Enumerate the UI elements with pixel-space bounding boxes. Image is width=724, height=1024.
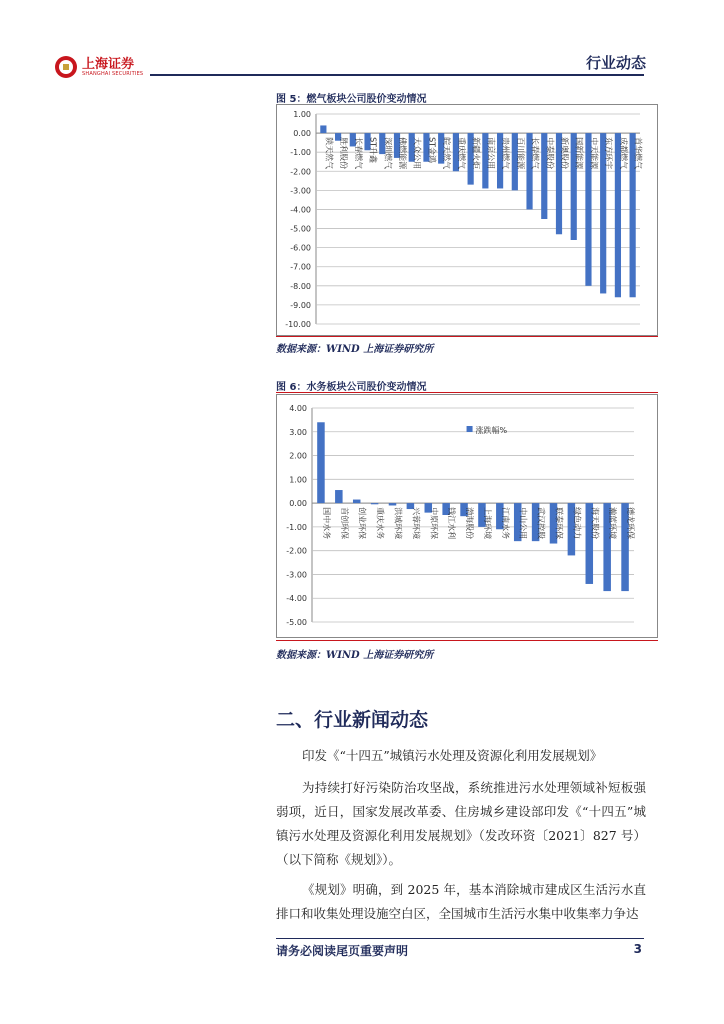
- fig5-y-tick-label: 1.00: [293, 110, 311, 119]
- fig6-x-tick-label: 创业环保: [357, 507, 367, 540]
- fig5-x-tick-label: 大众公用: [412, 137, 422, 170]
- brand-logo: [54, 55, 143, 79]
- fig5-y-tick-label: -2.00: [290, 167, 311, 177]
- fig5-x-tick-label: 中泰股份: [545, 137, 555, 170]
- fig6-x-tick-label: 瀚蓝环境: [608, 507, 618, 540]
- fig6-x-tick-label: 重庆水务: [375, 507, 385, 540]
- page-number: 3: [633, 942, 642, 956]
- fig6-bar: [335, 490, 343, 503]
- fig5-y-tick-label: 0.00: [293, 129, 311, 139]
- fig6-legend-swatch: [467, 426, 473, 432]
- fig5-x-tick-label: 南京公用: [486, 137, 496, 170]
- fig6-x-tick-label: 中山公用: [518, 507, 528, 540]
- fig6-y-tick-label: -4.00: [286, 594, 307, 604]
- figure6-title-rule: [276, 392, 658, 393]
- fig6-y-tick-label: 1.00: [289, 475, 307, 485]
- fig5-x-tick-label: 百川能源: [515, 137, 525, 170]
- fig6-x-tick-label: 钱江水利: [447, 507, 457, 540]
- section-heading: 二、行业新闻动态: [276, 709, 429, 731]
- figure6-source: 数据来源：WIND 上海证券研究所: [276, 650, 434, 661]
- fig5-y-tick-label: -4.00: [290, 205, 311, 215]
- fig5-y-tick-label: -5.00: [290, 224, 311, 234]
- fig5-x-tick-label: 东方环宇: [604, 137, 614, 170]
- fig6-bar: [371, 503, 379, 504]
- fig5-x-tick-label: 深圳燃气: [383, 137, 393, 170]
- fig5-y-tick-label: -8.00: [290, 281, 311, 291]
- news-paragraph-2: 《规划》明确，到 2025 年，基本消除城市建成区生活污水直排口和收集处理设施空白区，全国城市生活污水集中收集率力争达: [276, 882, 646, 921]
- fig5-x-tick-label: 首华燃气: [633, 137, 643, 170]
- news-paragraph-1: 为持续打好污染防治攻坚战，系统推进污水处理领域补短板强弱项，近日，国家发展改革委、住房城乡建设部印发《“十四五”城镇污水处理及资源化利用发展规划》（发改环资〔2021〕827 号）（以下简称《规划》）。: [276, 780, 646, 867]
- brand-name: 上海证券: [82, 56, 135, 72]
- fig6-y-tick-label: 3.00: [289, 427, 307, 437]
- fig6-y-tick-label: 2.00: [289, 451, 307, 461]
- fig5-x-tick-label: 国新能源: [574, 137, 584, 170]
- fig6-y-tick-label: -5.00: [286, 618, 307, 627]
- figure5-title: 图 5：燃气板块公司股价变动情况: [276, 94, 427, 105]
- brand-english-name: SHANGHAI SECURITIES: [82, 70, 144, 77]
- fig6-x-tick-label: 武汉控股: [536, 507, 546, 540]
- fig5-x-tick-label: 皖天然气: [442, 137, 452, 170]
- fig6-x-tick-label: 江南水务: [500, 507, 510, 540]
- fig6-y-tick-label: 0.00: [289, 499, 307, 509]
- fig6-y-tick-label: -1.00: [286, 522, 307, 532]
- fig5-y-tick-label: -10.00: [285, 320, 311, 329]
- figure6-title: 图 6：水务板块公司股价变动情况: [276, 382, 427, 393]
- fig5-x-tick-label: 贵州燃气: [501, 137, 511, 170]
- fig6-x-tick-label: 洪城环境: [393, 507, 403, 540]
- fig5-x-tick-label: 胜利股份: [339, 137, 349, 170]
- fig6-y-tick-label: -2.00: [286, 546, 307, 556]
- brand-emblem-icon: [54, 55, 78, 79]
- fig5-y-tick-label: -9.00: [290, 300, 311, 310]
- fig5-x-tick-label: ST升鑫: [368, 137, 378, 164]
- fig5-y-tick-label: -7.00: [290, 262, 311, 272]
- figure6-chart: [276, 394, 658, 638]
- fig6-x-tick-label: 海天股份: [590, 507, 600, 540]
- fig6-x-tick-label: 首创环保: [339, 507, 349, 540]
- fig5-x-tick-label: 成都燃气: [618, 137, 628, 170]
- section-label: 行业动态: [585, 54, 646, 72]
- fig5-y-tick-label: -6.00: [290, 243, 311, 253]
- fig6-bar: [389, 503, 397, 505]
- fig5-x-tick-label: 长春燃气: [530, 137, 540, 170]
- figure5-bottom-rule: [276, 336, 658, 337]
- figure5-source: 数据来源：WIND 上海证券研究所: [276, 344, 434, 355]
- news-title: 印发《“十四五”城镇污水处理及资源化利用发展规划》: [302, 748, 603, 763]
- fig6-y-tick-label: -3.00: [286, 570, 307, 580]
- fig5-x-tick-label: 长春燃气: [353, 137, 363, 170]
- fig5-x-tick-label: 新奥股份: [560, 137, 569, 170]
- figure5-chart: [276, 104, 658, 336]
- footer-divider: [276, 938, 644, 939]
- fig5-bar: [320, 125, 326, 133]
- fig6-x-tick-label: 上海环境: [482, 507, 492, 540]
- fig6-x-tick-label: 中原环保: [429, 507, 439, 540]
- fig5-x-tick-label: 重庆燃气: [456, 137, 466, 170]
- fig5-x-tick-label: 陕天然气: [324, 137, 334, 170]
- footer-disclaimer: 请务必阅读尾页重要声明: [276, 944, 409, 958]
- fig5-y-tick-label: -3.00: [290, 186, 311, 196]
- fig5-y-tick-label: -1.00: [290, 148, 311, 158]
- header-divider: [150, 74, 644, 76]
- fig6-bar: [353, 500, 361, 504]
- fig6-x-tick-label: 兴蓉环境: [411, 507, 421, 540]
- fig6-x-tick-label: 绿色动力: [572, 507, 582, 540]
- figure6-bottom-rule: [276, 640, 658, 641]
- fig6-bar: [317, 422, 325, 503]
- fig6-y-tick-label: 4.00: [289, 404, 307, 413]
- fig6-x-tick-label: 德龙环保: [626, 507, 636, 540]
- fig6-x-tick-label: 国中水务: [321, 507, 331, 540]
- fig5-x-tick-label: 佛燃能源: [398, 137, 407, 170]
- fig6-x-tick-label: 联泰环保: [554, 507, 564, 540]
- fig5-x-tick-label: ST金鸿: [427, 137, 437, 164]
- fig5-x-tick-label: 中天能源: [589, 137, 599, 170]
- fig6-x-tick-label: 渤海股份: [465, 507, 475, 540]
- fig6-legend-label: 涨跌幅%: [475, 426, 508, 435]
- fig5-x-tick-label: 新疆火炬: [471, 137, 481, 170]
